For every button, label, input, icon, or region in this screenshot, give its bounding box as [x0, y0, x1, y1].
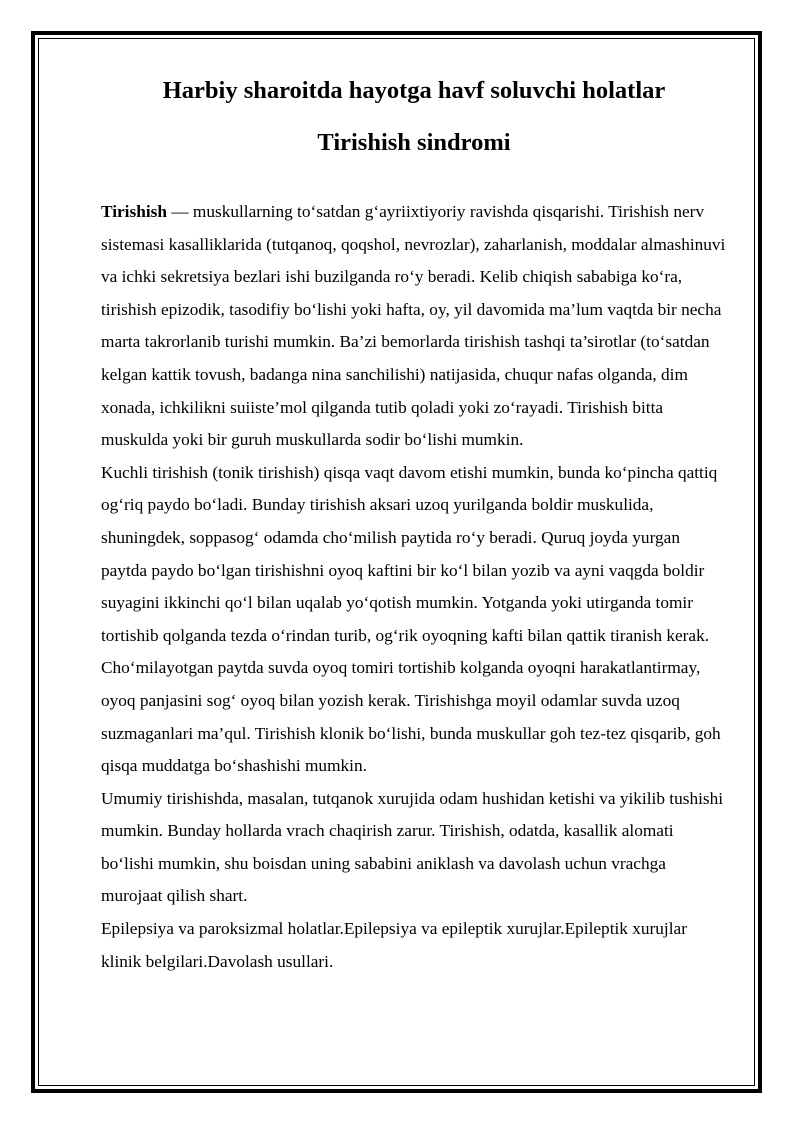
paragraph-text: Kuchli tirishish (tonik tirishish) qisqa vaqt davom etishi mumkin, bunda ko‘pincha qattiq og‘riq paydo bo‘ladi. Bunday tirishish aksari uzoq yurilganda boldir muskulida, shuningdek, soppasog‘ odamda cho‘milish paytida ro‘y beradi. Quruq joyda yurgan paytda paydo bo‘lgan tirishishni oyoq kaftini bir ko‘l bilan yozib va ayni vaqgda boldir suyagini ikkinchi qo‘l bilan uqalab yo‘qotish mumkin. Yotganda yoki utirganda tomir tortishib qolganda tezda o‘rindan turib, og‘rik oyoqning kafti bilan qattik tiranish kerak. Cho‘milayotgan paytda suvda oyoq tomiri tortishib kolganda oyoqni harakatlantirmay, oyoq panjasini sog‘ oyoq bilan yozish kerak. Tirishishga moyil odamlar suvda uzoq suzmaganlari ma’qul. Tirishish klonik bo‘lishi, bunda muskullar goh tez-tez qisqarib, goh qisqa muddatga bo‘shashishi mumkin. — [101, 462, 721, 776]
paragraph — [101, 783, 727, 913]
defined-term: Tirishish — [101, 202, 167, 221]
paragraph-text: Umumiy tirishishda, masalan, tutqanok xurujida odam hushidan ketishi va yikilib tushishi mumkin. Bunday hollarda vrach chaqirish zarur. Tirishish, odatda, kasallik alomati bo‘lishi mumkin, shu boisdan uning sababini aniklash va davolash uchun vrachga murojaat qilish shart. — [101, 788, 724, 906]
paragraph-text: — muskullarning to‘satdan g‘ayriixtiyoriy ravishda qisqarishi. Tirishish nerv sistemasi kasalliklarida (tutqanoq, qoqshol, nevrozlar), zaharlanish, moddalar almashinuvi va ichki sekretsiya bezlari ishi buzilganda ro‘y beradi. Kelib chiqish sababiga ko‘ra, tirishish epizodik, tasodifiy bo‘lishi yoki hafta, oy, yil davomida ma’lum vaqtda bir necha marta takrorlanib turishi mumkin. Ba’zi bemorlarda tirishish tashqi ta’sirotlar (to‘satdan kelgan kattik tovush, badanga nina sanchilishi) natijasida, chuqur nafas olganda, dim xonada, ichkilikni suiiste’mol qilganda tutib qoladi yoki zo‘rayadi. Tirishish bitta muskulda yoki bir guruh muskullarda sodir bo‘lishi mumkin. — [101, 202, 726, 450]
document-body — [101, 196, 727, 978]
paragraph — [101, 457, 727, 783]
paragraph-text: Epilepsiya va paroksizmal holatlar.Epilepsiya va epileptik xurujlar.Epileptik xurujlar klinik belgilari.Davolash usullari. — [101, 919, 687, 971]
document-title: Harbiy sharoitda hayotga havf soluvchi holatlar — [162, 77, 666, 104]
paragraph — [101, 913, 727, 978]
document-subtitle: Tirishish sindromi — [317, 129, 511, 156]
paragraph — [101, 196, 727, 457]
document-content — [101, 76, 727, 978]
